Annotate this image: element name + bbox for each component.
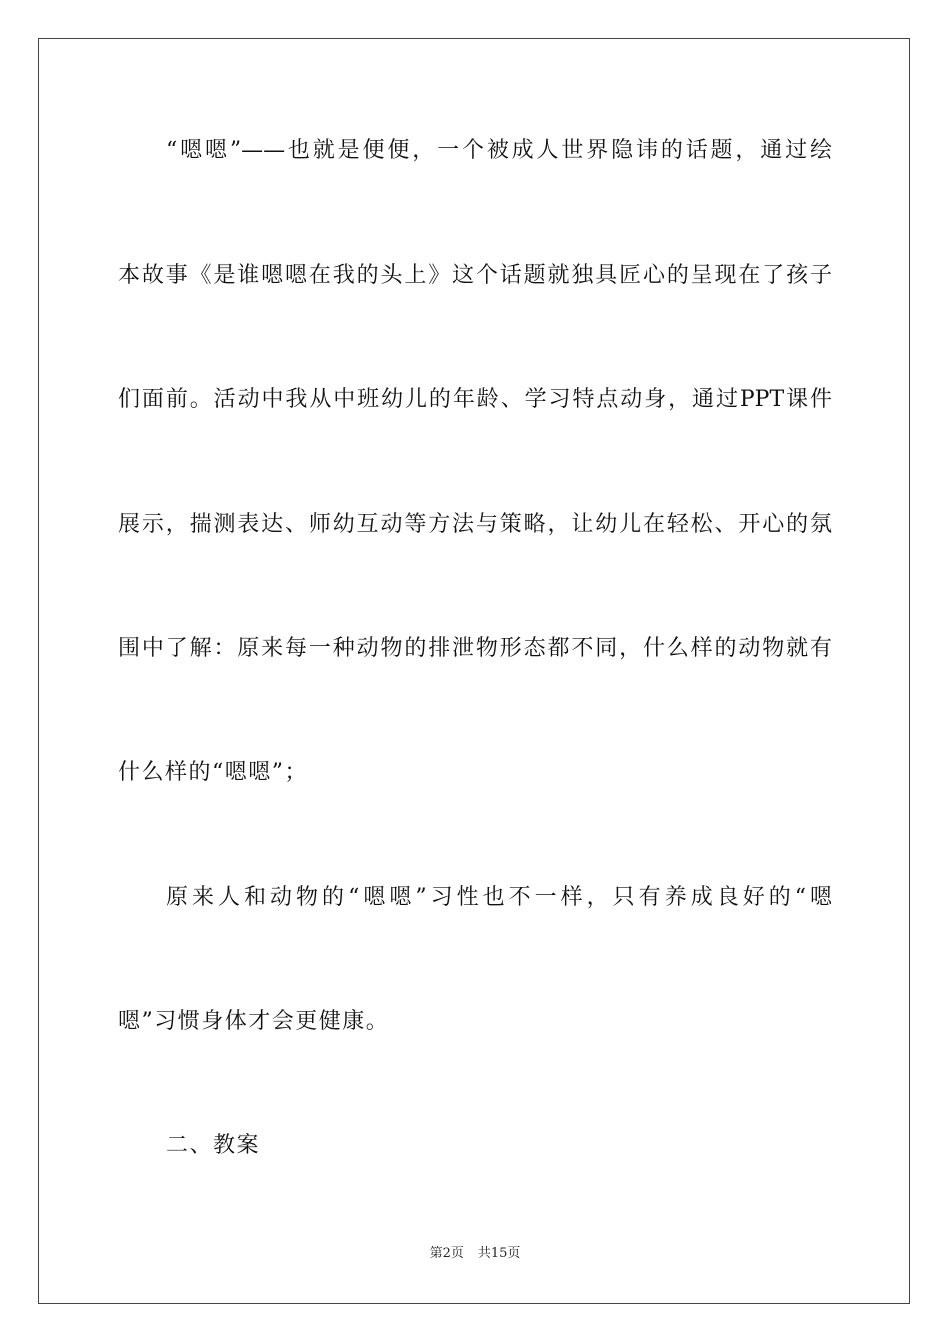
- paragraph-1-line-1: “嗯嗯”——也就是便便，一个被成人世界隐讳的话题，通过绘: [166, 138, 832, 163]
- page-footer: [0, 1245, 950, 1263]
- paragraph-1-line-3: 们面前。活动中我从中班幼儿的年龄、学习特点动身，通过PPT课件: [118, 387, 832, 412]
- page-number: 第2页: [429, 1246, 464, 1261]
- page-border: [38, 38, 910, 1304]
- paragraph-1-line-2: 本故事《是谁嗯嗯在我的头上》这个话题就独具匠心的呈现在了孩子: [118, 263, 832, 288]
- paragraph-1-line-6: 什么样的“嗯嗯”；: [118, 760, 308, 785]
- paragraph-2-line-2: 嗯”习惯身体才会更健康。: [118, 1009, 390, 1034]
- paragraph-1-line-4: 展示，揣测表达、师幼互动等方法与策略，让幼儿在轻松、开心的氛: [118, 512, 832, 537]
- total-pages: 共15页: [477, 1246, 521, 1261]
- paragraph-2-line-1: 原来人和动物的“嗯嗯”习性也不一样，只有养成良好的“嗯: [166, 885, 832, 910]
- paragraph-1-line-5: 围中了解：原来每一种动物的排泄物形态都不同，什么样的动物就有: [118, 636, 832, 661]
- section-heading: 二、教案: [166, 1133, 261, 1158]
